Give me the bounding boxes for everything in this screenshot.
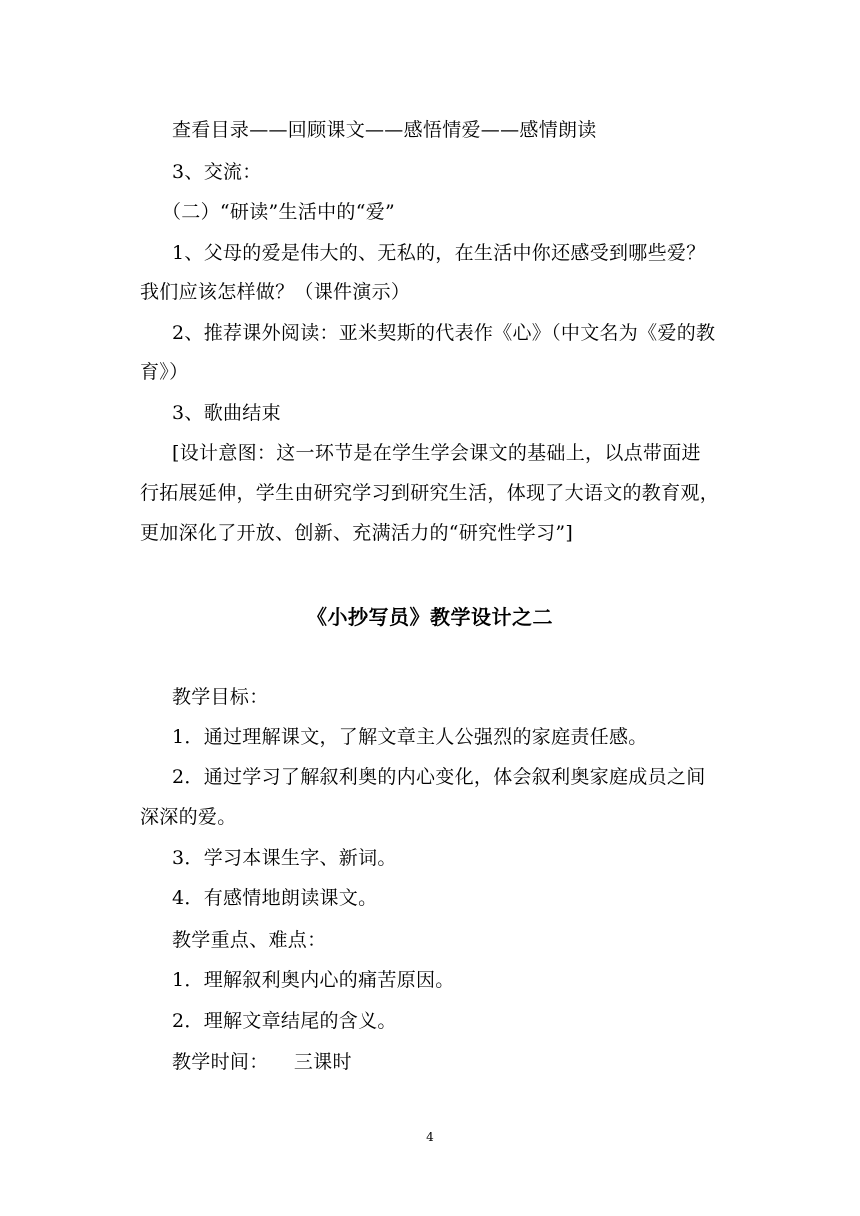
item-2-line-2: 育》） [140, 361, 189, 383]
design-intent-line-3: 更加深化了开放、创新、充满活力的“研究性学习”] [140, 522, 574, 544]
teaching-time: 教学时间： 三课时 [172, 1051, 352, 1073]
item-3-song: 3、歌曲结束 [172, 402, 281, 424]
focus-2: 2．理解文章结尾的含义。 [172, 1010, 397, 1032]
focus-heading: 教学重点、难点： [172, 929, 327, 951]
focus-1: 1．理解叙利奥内心的痛苦原因。 [172, 969, 455, 991]
item-2-line-1: 2、推荐课外阅读：亚米契斯的代表作《心》（中文名为《爱的教 [172, 322, 716, 344]
item-1-line-2: 我们应该怎样做？（课件演示） [140, 281, 411, 303]
goal-2-line-1: 2．通过学习了解叙利奥的内心变化，体会叙利奥家庭成员之间 [172, 766, 706, 788]
step-3-exchange: 3、交流： [172, 161, 262, 183]
goal-1: 1．通过理解课文，了解文章主人公强烈的家庭责任感。 [172, 726, 648, 748]
part-2-heading: （二）“研读”生活中的“爱” [162, 201, 396, 223]
page-number: 4 [426, 1130, 434, 1144]
section-title: 《小抄写员》教学设计之二 [307, 605, 553, 629]
goal-3: 3．学习本课生字、新词。 [172, 847, 397, 869]
flow-line: 查看目录——回顾课文——感悟情爱——感情朗读 [172, 119, 597, 141]
design-intent-line-2: 行拓展延伸，学生由研究学习到研究生活，体现了大语文的教育观， [140, 482, 720, 504]
goal-4: 4．有感情地朗读课文。 [172, 887, 378, 909]
design-intent-line-1: [设计意图：这一环节是在学生学会课文的基础上，以点带面进 [172, 442, 701, 464]
teaching-goals-heading: 教学目标： [172, 686, 269, 708]
goal-2-line-2: 深深的爱。 [140, 806, 237, 828]
item-1-line-1: 1、父母的爱是伟大的、无私的，在生活中你还感受到哪些爱？ [172, 242, 706, 264]
